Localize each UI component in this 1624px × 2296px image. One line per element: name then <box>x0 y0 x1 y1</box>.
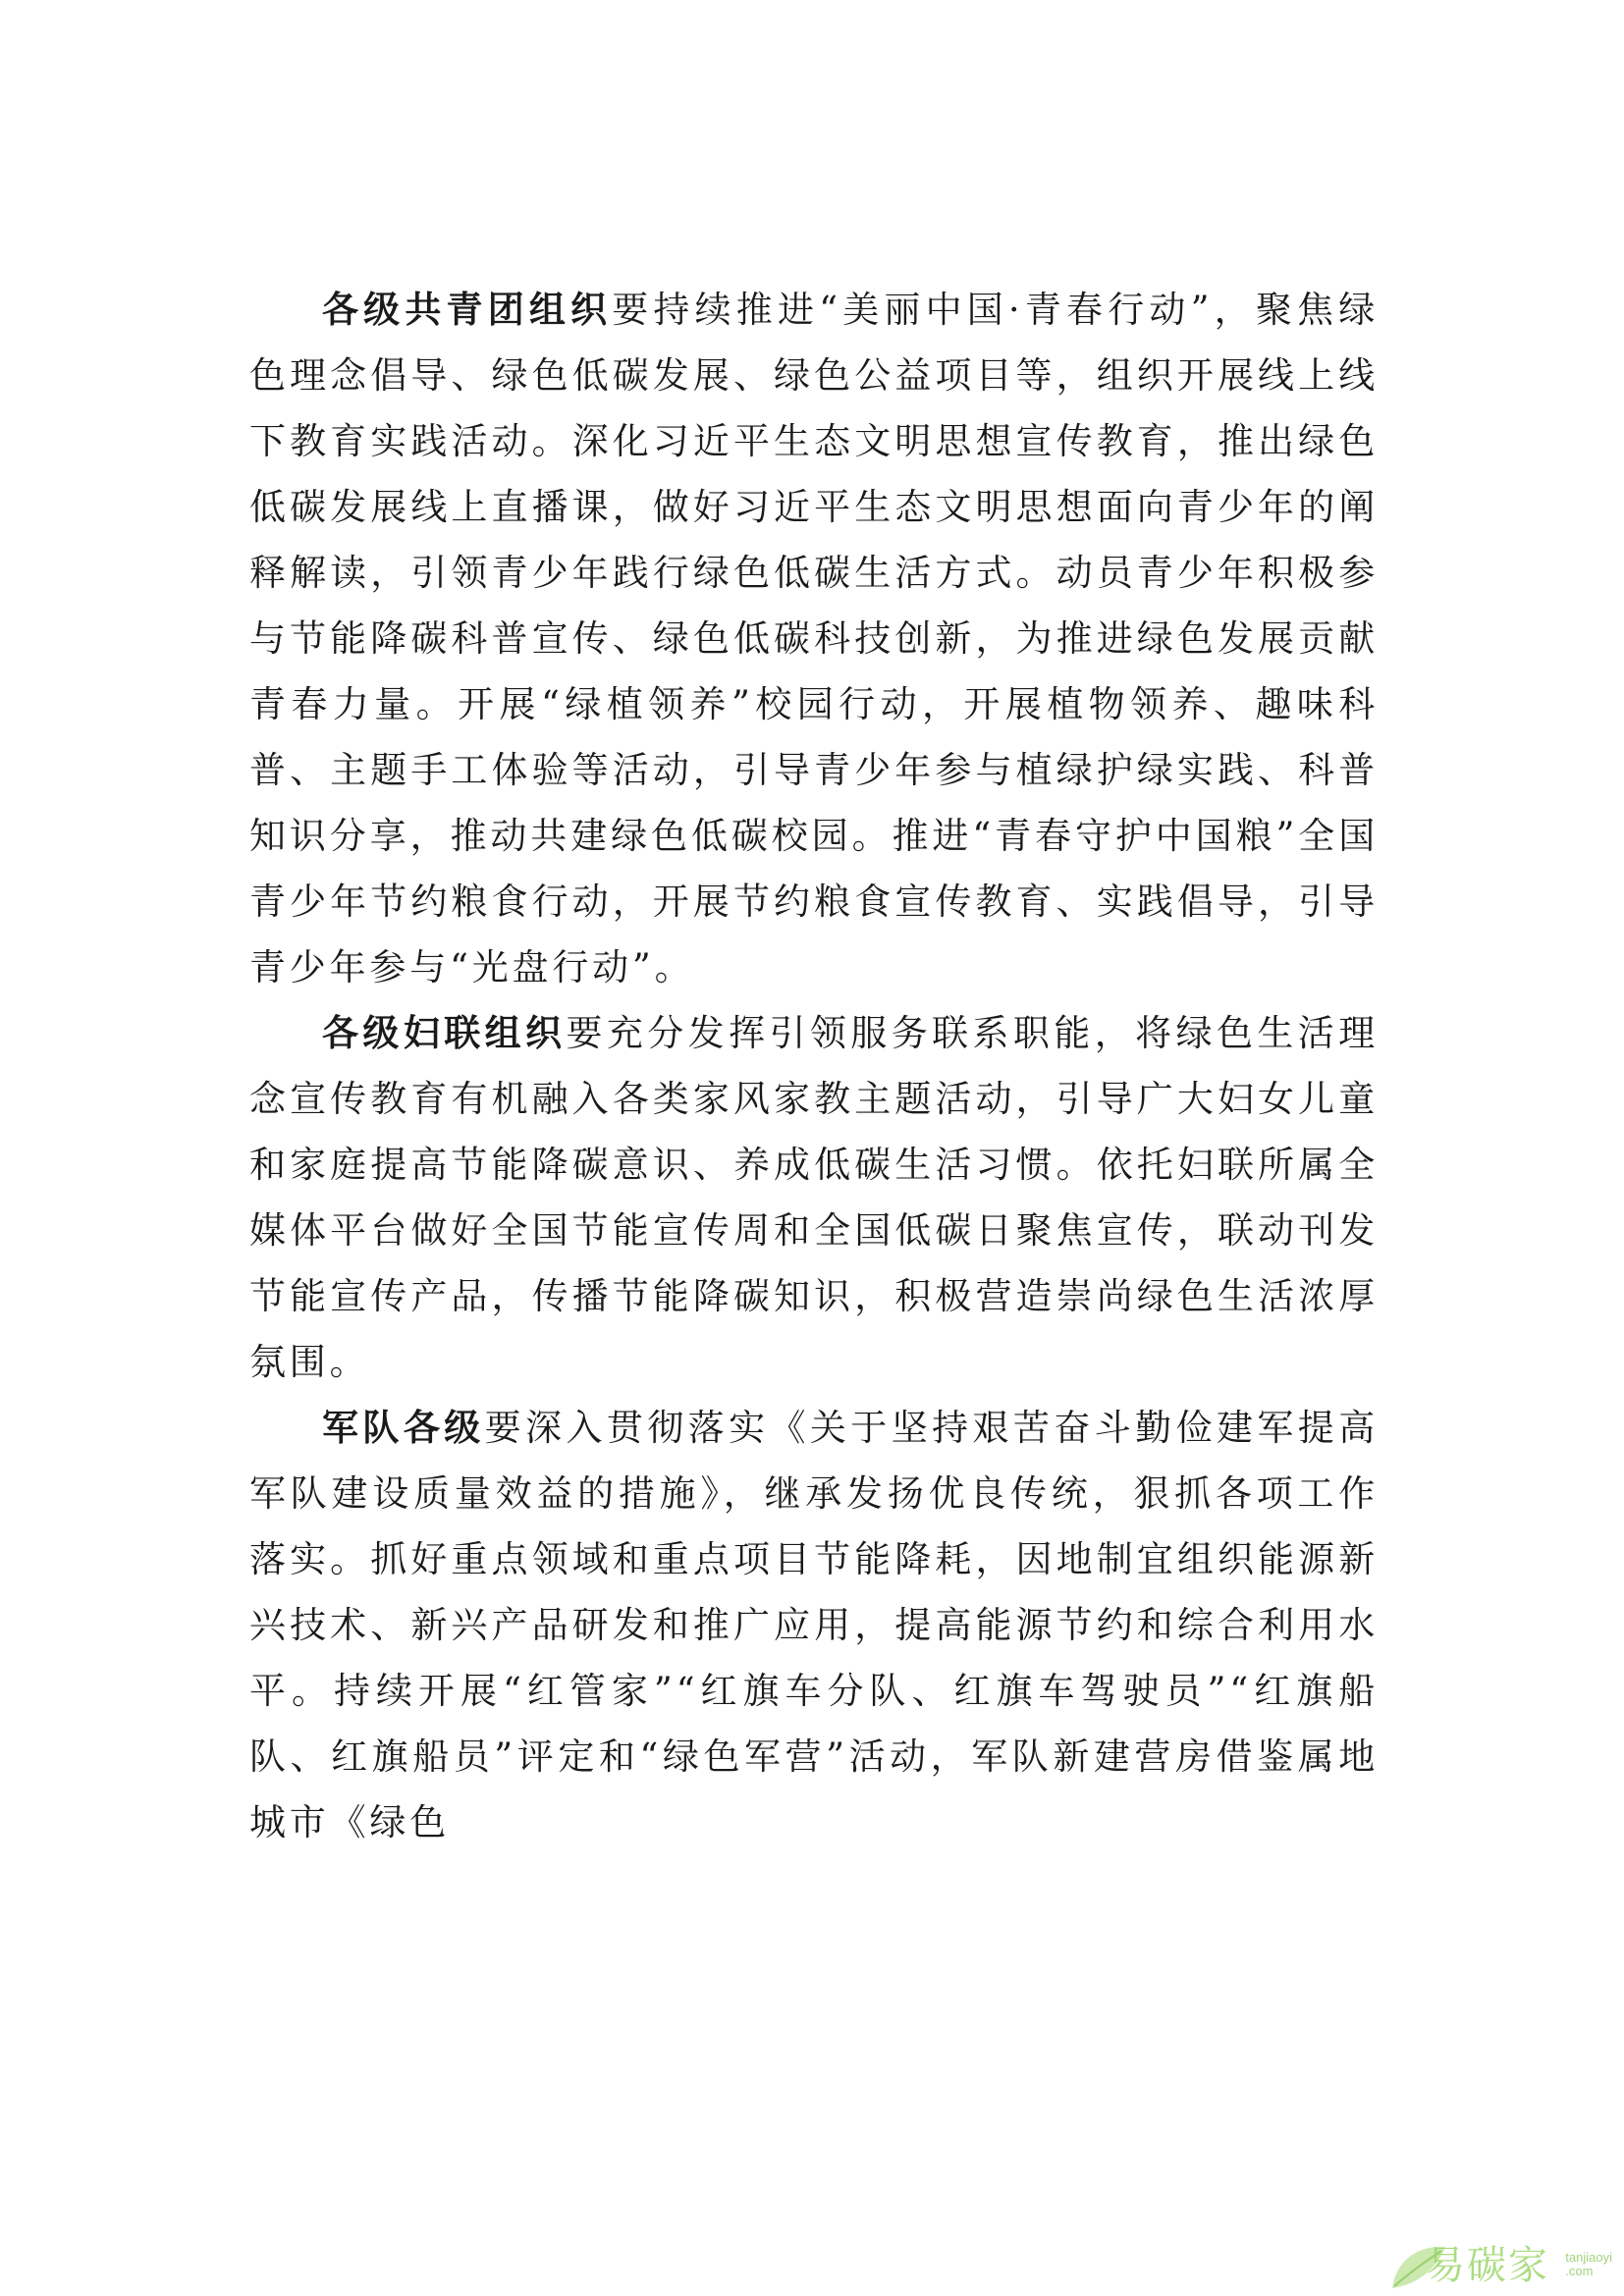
paragraph-text: 要持续推进“美丽中国·青春行动”，聚焦绿色理念倡导、绿色低碳发展、绿色公益项目等，组织开展线上线下教育实践活动。深化习近平生态文明思想宣传教育，推出绿色低碳发展线上直播课，做好习近平生态文明思想面向青少年的阐释解读，引领青少年践行绿色低碳生活方式。动员青少年积极参与节能降碳科普宣传、绿色低碳科技创新，为推进绿色发展贡献青春力量。开展“绿植领养”校园行动，开展植物领养、趣味科普、主题手工体验等活动，引导青少年参与植绿护绿实践、科普知识分享，推动共建绿色低碳校园。推进“青春守护中国粮”全国青少年节约粮食行动，开展节约粮食宣传教育、实践倡导，引导青少年参与“光盘行动”。 <box>249 289 1380 988</box>
watermark-logo <box>1386 2227 1612 2296</box>
paragraph-text: 要深入贯彻落实《关于坚持艰苦奋斗勤俭建军提高军队建设质量效益的措施》，继承发扬优良传统，狠抓各项工作落实。抓好重点领域和重点项目节能降耗，因地制宜组织能源新兴技术、新兴产品研发和推广应用，提高能源节约和综合利用水平。持续开展“红管家”“红旗车分队、红旗车驾驶员”“红旗船队、红旗船员”评定和“绿色军营”活动，军队新建营房借鉴属地城市《绿色 <box>249 1407 1379 1843</box>
paragraph-lead: 各级共青团组织 <box>322 288 613 331</box>
paragraph-lead: 各级妇联组织 <box>322 1011 567 1054</box>
paragraph-text: 要充分发挥引领服务联系职能，将绿色生活理念宣传教育有机融入各类家风家教主题活动，引导广大妇女儿童和家庭提高节能降碳意识、养成低碳生活习惯。依托妇联所属全媒体平台做好全国节能宣传周和全国低碳日聚焦宣传，联动刊发节能宣传产品，传播节能降碳知识，积极营造崇尚绿色生活浓厚氛围。 <box>249 1012 1379 1383</box>
paragraph-youth-league <box>249 277 1379 1000</box>
watermark-url-line2: .com <box>1565 2264 1594 2278</box>
paragraph-womens-federation <box>249 1000 1379 1395</box>
paragraph-military <box>249 1395 1379 1855</box>
document-body <box>249 277 1379 1855</box>
watermark-url-line1: tanjiaoyi <box>1565 2250 1612 2265</box>
paragraph-lead: 军队各级 <box>322 1406 485 1449</box>
watermark-url <box>1565 2251 1612 2278</box>
watermark-brand: 易碳家 <box>1426 2243 1549 2288</box>
